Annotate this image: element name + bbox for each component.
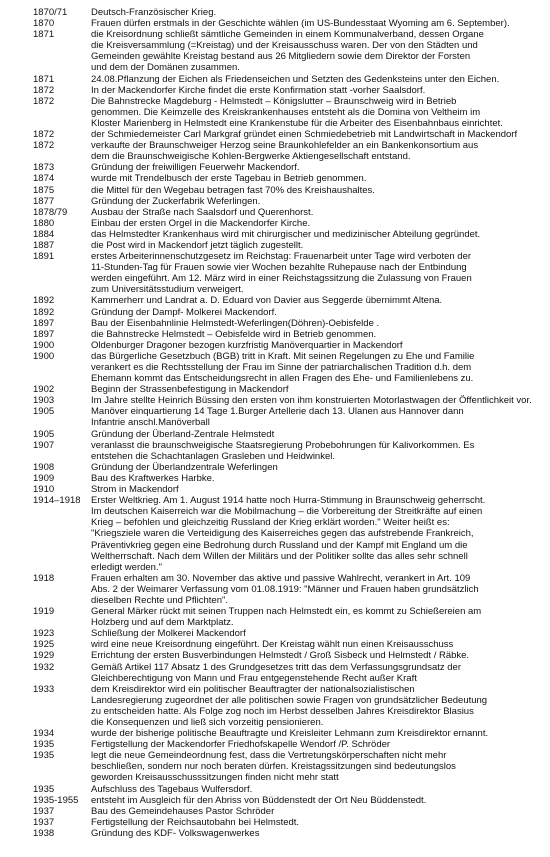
timeline-list (33, 7, 540, 839)
timeline-entry (33, 162, 540, 173)
entry-year: 1935-1955 (33, 794, 79, 806)
entry-text: Die Bahnstrecke Magdeburg - Helmstedt – Königslutter – Braunschweig wird in Betrieb genommen. Die Keimzelle des Kreiskrankenhauses entsteht als die Domina von Veltheim im Kloster Marienberg in Helmstedt eine Krankenstube für die Arbeiter des Eisenbahnbaus einrichtet. (91, 95, 503, 129)
timeline-entry (33, 74, 540, 85)
entry-text: die Mittel für den Wegebau betragen fast 70% des Kreishaushaltes. (91, 184, 375, 196)
timeline-entry (33, 440, 540, 462)
entry-text: die Kreisordnung schließt sämtliche Gemeinden in einem Kommunalverband, dessen Organe die Kreisversammlung (=Kreistag) und der Kreisausschuss waren. Der von den Städten und Gemeinden gewählte Kreistag bestand aus 26 Mitgliedern sowie dem Direktor der Forsten und dem der Domänen zusammen. (91, 29, 484, 74)
timeline-entry (33, 462, 540, 473)
entry-text: Bau der Eisenbahnlinie Helmstedt-Weferlingen(Döhren)-Oebisfelde . (91, 317, 380, 329)
entry-year: 1933 (33, 683, 55, 695)
entry-text: Bau des Kraftwerkes Harbke. (91, 472, 215, 484)
timeline-entry (33, 196, 540, 207)
timeline-entry (33, 473, 540, 484)
timeline-entry (33, 395, 540, 406)
entry-year: 1872 (33, 129, 55, 141)
timeline-entry (33, 429, 540, 440)
entry-text: Gründung der freiwilligen Feuerwehr Mackendorf. (91, 162, 300, 174)
timeline-entry (33, 495, 540, 573)
timeline-entry (33, 29, 540, 73)
timeline-entry (33, 628, 540, 639)
entry-text: Bau des Gemeindehauses Pastor Schröder (91, 805, 275, 817)
entry-text: Gründung der Zuckerfabrik Weferlingen. (91, 195, 261, 207)
entry-text: Strom in Mackendorf (91, 484, 179, 496)
entry-text: wird eine neue Kreisordnung eingeführt. Der Kreistag wählt nun einen Kreisausschuss (91, 639, 454, 651)
timeline-entry (33, 18, 540, 29)
entry-year: 1902 (33, 384, 55, 396)
entry-text: Manöver einquartierung 14 Tage 1.Burger Artellerie dach 13. Ulanen aus Hannover dann Infantrie anschl.Manöverball (91, 406, 464, 429)
timeline-entry (33, 817, 540, 828)
entry-year: 1887 (33, 239, 55, 251)
entry-year: 1875 (33, 184, 55, 196)
entry-year: 1892 (33, 295, 55, 307)
entry-year: 1891 (33, 251, 55, 263)
entry-text: Gründung der Dampf- Molkerei Mackendorf. (91, 306, 277, 318)
timeline-entry (33, 185, 540, 196)
timeline-entry (33, 606, 540, 628)
timeline-entry (33, 784, 540, 795)
timeline-entry (33, 573, 540, 606)
entry-year: 1937 (33, 805, 55, 817)
entry-year: 1872 (33, 140, 55, 152)
entry-text: Frauen dürfen erstmals in der Geschichte wählen (im US-Bundesstaat Wyoming am 6. September). (91, 18, 510, 30)
entry-text: Kammerherr und Landrat a. D. Eduard von Davier aus Seggerde übernimmt Altena. (91, 295, 443, 307)
entry-text: Oldenburger Dragoner bezogen kurzfristig Manöverquartier in Mackendorf (91, 339, 403, 351)
timeline-entry (33, 96, 540, 129)
entry-year: 1872 (33, 84, 55, 96)
entry-year: 1919 (33, 606, 55, 618)
entry-text: Schließung der Molkerei Mackendorf (91, 628, 246, 640)
entry-text: legt die neue Gemeindeordnung fest, dass die Vertretungskörperschaften nicht mehr beschließen, sondern nur noch beraten dürfen. Kreistagssitzungen sind bedeutungslos geworden Kreisausschusssitzungen finden nicht mehr statt (91, 750, 456, 784)
timeline-entry (33, 739, 540, 750)
entry-year: 1937 (33, 816, 55, 828)
timeline-entry (33, 650, 540, 661)
entry-text: dem Kreisdirektor wird ein politischer Beauftragter der nationalsozialistischen Landesregierung zugeordnet der alle politischen sowie Fragen von grundsätzlicher Bedeutung zu entscheiden hatte. Als Folge zog noch im Herbst desselben Jahres Kreisdirektor Blasius die Konsequenzen und ließ sich vorzeitig pensionieren. (91, 683, 488, 728)
entry-text: veranlasst die braunschweigische Staatsregierung Probebohrungen für Kalivorkommen. Es entstehen die Schachtanlagen Grasleben und Heidwinkel. (91, 439, 475, 462)
timeline-entry (33, 7, 540, 18)
entry-text: Gründung der Überlandzentrale Weferlingen (91, 461, 278, 473)
entry-year: 1872 (33, 95, 55, 107)
timeline-entry (33, 207, 540, 218)
timeline-entry (33, 750, 540, 783)
timeline-entry (33, 240, 540, 251)
entry-text: Im Jahre stellte Heinrich Büssing den ersten von ihm konstruierten Motorlastwagen der Öffentlichkeit vor. (91, 395, 532, 407)
entry-text: wurde mit Trendelbusch der erste Tagebau in Betrieb genommen. (91, 173, 367, 185)
entry-text: Frauen erhalten am 30. November das aktive und passive Wahlrecht, verankert in Art. 109 Abs. 2 der Weimarer Verfassung vom 01.08.1919: "Männer und Frauen haben grundsätzlich dieselben Rechte und Pflichten". (91, 572, 479, 606)
entry-year: 1938 (33, 827, 55, 839)
entry-year: 1900 (33, 339, 55, 351)
timeline-entry (33, 806, 540, 817)
entry-year: 1884 (33, 228, 55, 240)
timeline-entry (33, 329, 540, 340)
entry-year: 1923 (33, 628, 55, 640)
timeline-entry (33, 484, 540, 495)
entry-year: 1874 (33, 173, 55, 185)
entry-text: entsteht im Ausgleich für den Abriss von Büddenstedt der Ort Neu Büddenstedt. (91, 794, 427, 806)
timeline-entry (33, 684, 540, 728)
entry-year: 1900 (33, 350, 55, 362)
entry-text: Gründung der Überland-Zentrale Helmstedt (91, 428, 275, 440)
timeline-entry (33, 140, 540, 162)
entry-year: 1935 (33, 750, 55, 762)
timeline-entry (33, 295, 540, 306)
entry-text: der Schmiedemeister Carl Markgraf gründet einen Schmiedebetrieb mit Landwirtschaft in Mackendorf (91, 129, 518, 141)
entry-year: 1918 (33, 572, 55, 584)
entry-text: die Post wird in Mackendorf jetzt täglich zugestellt. (91, 239, 304, 251)
entry-year: 1914–1918 (33, 495, 81, 507)
entry-text: erstes Arbeiterinnenschutzgesetz im Reichstag: Frauenarbeit unter Tage wird verboten der 11-Stunden-Tag für Frauen sowie vier Wochen bezahlte Ruhepause nach der Entbindung werden eingeführt. Am 12. März wird in einer Reichstagssitzung die Zulassung von Frauen zum Universitätsstudium verweigert. (91, 251, 472, 296)
timeline-entry (33, 406, 540, 428)
entry-year: 1897 (33, 328, 55, 340)
entry-year: 1908 (33, 461, 55, 473)
entry-year: 1905 (33, 428, 55, 440)
entry-year: 1870/71 (33, 7, 68, 18)
entry-year: 1935 (33, 739, 55, 751)
entry-year: 1929 (33, 650, 55, 662)
timeline-entry (33, 218, 540, 229)
timeline-entry (33, 229, 540, 240)
timeline-entry (33, 318, 540, 329)
entry-text: Fertigstellung der Mackendorfer Friedhofskapelle Wendorf /P. Schröder (91, 739, 391, 751)
entry-text: 24.08.Pflanzung der Eichen als Friedenseichen und Setzten des Gedenksteins unter den Eichen. (91, 73, 500, 85)
timeline-entry (33, 728, 540, 739)
entry-year: 1871 (33, 29, 55, 41)
entry-year: 1903 (33, 395, 55, 407)
timeline-entry (33, 639, 540, 650)
entry-year: 1909 (33, 472, 55, 484)
entry-text: Erster Weltkrieg. Am 1. August 1914 hatte noch Hurra-Stimmung in Braunschweig geherrscht. Im deutschen Kaiserreich war die Mobilmachung – die Vorbereitung der Streitkräfte auf einen Krieg – befohlen und gleichzeitig Russland der Krieg erklärt worden." Weiter heißt es: "Kriegsziele waren die Verteidigung des Kaiserreiches gegen das aufstrebende Frankreich, Präventivkrieg gegen eine Bedrohung durch Russland und der Kampf mit England um die Weltherrschaft. Nach dem Willen der Militärs und der Politiker sollte das alles sehr schnell erledigt werden." (91, 495, 486, 573)
entry-year: 1870 (33, 18, 55, 30)
entry-text: Fertigstellung der Reichsautobahn bei Helmstedt. (91, 816, 300, 828)
entry-text: wurde der bisherige politische Beauftragte und Kreisleiter Lehmann zum Kreisdirektor ernannt. (91, 728, 489, 740)
timeline-entry (33, 173, 540, 184)
entry-year: 1877 (33, 195, 55, 207)
timeline-entry (33, 795, 540, 806)
entry-year: 1925 (33, 639, 55, 651)
timeline-entry (33, 828, 540, 839)
entry-year: 1880 (33, 217, 55, 229)
entry-text: Errichtung der ersten Busverbindungen Helmstedt / Groß Sisbeck und Helmstedt / Räbke. (91, 650, 470, 662)
entry-text: das Helmstedter Krankenhaus wird mit chirurgischer und medizinischer Abteilung gegründet. (91, 228, 481, 240)
timeline-entry (33, 340, 540, 351)
entry-text: Deutsch-Französischer Krieg. (91, 7, 217, 18)
entry-year: 1932 (33, 661, 55, 673)
entry-year: 1935 (33, 783, 55, 795)
entry-year: 1892 (33, 306, 55, 318)
entry-text: Beginn der Strassenbefestigung in Mackendorf (91, 384, 289, 396)
timeline-entry (33, 351, 540, 384)
entry-year: 1897 (33, 317, 55, 329)
entry-text: Einbau der ersten Orgel in die Mackendorfer Kirche. (91, 217, 311, 229)
entry-year: 1934 (33, 728, 55, 740)
timeline-entry (33, 384, 540, 395)
entry-text: General Märker rückt mit seinen Truppen nach Helmstedt ein, es kommt zu Schießereien am Holzberg und auf dem Marktplatz. (91, 606, 482, 629)
entry-text: Gründung des KDF- Volkswagenwerkes (91, 827, 260, 839)
entry-year: 1910 (33, 484, 55, 496)
timeline-entry (33, 307, 540, 318)
entry-text: verkaufte der Braunschweiger Herzog seine Braunkohlefelder an ein Bankenkonsortium aus dem die Braunschweigische Kohlen-Bergwerke Aktiengesellschaft entstand. (91, 140, 479, 163)
entry-text: In der Mackendorfer Kirche findet die erste Konfirmation statt -vorher Saalsdorf. (91, 84, 426, 96)
timeline-entry (33, 662, 540, 684)
entry-text: Aufschluss des Tagebaus Wulfersdorf. (91, 783, 253, 795)
entry-text: Gemäß Artikel 117 Absatz 1 des Grundgesetzes tritt das dem Verfassungsgrundsatz der Gleichberechtigung von Mann und Frau entgegenstehende Recht außer Kraft (91, 661, 461, 684)
entry-year: 1907 (33, 439, 55, 451)
timeline-entry (33, 85, 540, 96)
entry-text: das Bürgerliche Gesetzbuch (BGB) tritt in Kraft. Mit seinen Regelungen zu Ehe und Familie verankert es die Rechtsstellung der Frau im Sinne der patriarchalischen Tradition d.h. dem Ehemann kommt das Entscheidungsrecht in allen Fragen des Ehe- und Familienlebens zu. (91, 350, 475, 385)
entry-text: Ausbau der Straße nach Saalsdorf und Querenhorst. (91, 206, 314, 218)
entry-year: 1878/79 (33, 206, 68, 218)
entry-year: 1871 (33, 73, 55, 85)
entry-year: 1873 (33, 162, 55, 174)
timeline-entry (33, 251, 540, 295)
timeline-entry (33, 129, 540, 140)
entry-year: 1905 (33, 406, 55, 418)
entry-text: die Bahnstrecke Helmstedt – Oebisfelde wird in Betrieb genommen. (91, 328, 377, 340)
